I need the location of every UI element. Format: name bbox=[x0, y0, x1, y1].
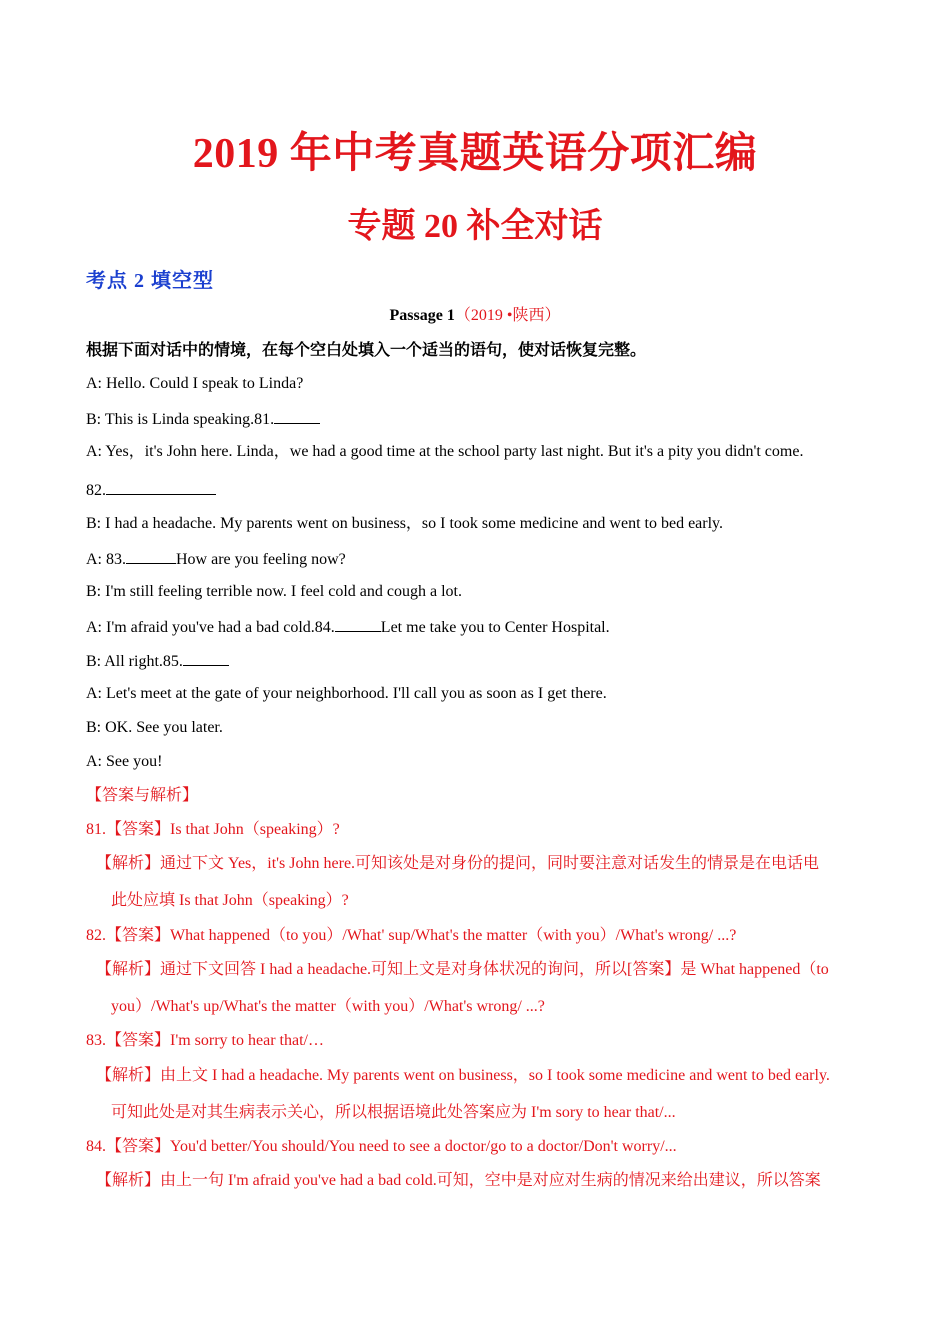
explanation-82-cont: you）/What's up/What's the matter（with you）/What's wrong/ ...? bbox=[111, 998, 545, 1015]
blank-82 bbox=[106, 479, 216, 495]
explanation-83-cont: 可知此处是对其生病表示关心，所以根据语境此处答案应为 I'm sory to hear that/... bbox=[111, 1104, 676, 1121]
dialogue-line: A: Let's meet at the gate of your neighborhood. I'll call you as soon as I get there. bbox=[86, 685, 607, 702]
dialogue-line: A: See you! bbox=[86, 753, 163, 770]
dialogue-text: How are you feeling now? bbox=[176, 551, 346, 568]
blank-84 bbox=[335, 616, 381, 632]
passage-heading bbox=[0, 306, 950, 326]
dialogue-text: 82. bbox=[86, 482, 106, 499]
dialogue-line bbox=[86, 616, 610, 638]
section-heading: 考点 2 填空型 bbox=[86, 270, 214, 292]
explanation-81-cont: 此处应填 Is that John（speaking）? bbox=[111, 892, 349, 909]
blank-81 bbox=[274, 408, 320, 424]
explanation-81: 【解析】通过下文 Yes，it's John here.可知该处是对身份的提问，同时要注意对话发生的情景是在电话电 bbox=[96, 855, 820, 872]
answer-81: 81.【答案】Is that John（speaking）? bbox=[86, 821, 340, 838]
dialogue-line bbox=[86, 479, 216, 501]
answer-82: 82.【答案】What happened（to you）/What' sup/What's the matter（with you）/What's wrong/ ...? bbox=[86, 927, 737, 944]
dialogue-line: B: OK. See you later. bbox=[86, 719, 223, 736]
explanation-82: 【解析】通过下文回答 I had a headache.可知上文是对身体状况的询问，所以[答案】是 What happened（to bbox=[96, 961, 829, 978]
passage-source: （2019 •陕西） bbox=[454, 307, 561, 324]
answers-heading: 【答案与解析】 bbox=[86, 787, 199, 804]
passage-label: Passage 1 bbox=[389, 307, 455, 324]
explanation-84: 【解析】由上一句 I'm afraid you've had a bad cold.可知，空中是对应对生病的情况来给出建议，所以答案 bbox=[96, 1172, 821, 1189]
dialogue-text: B: All right.85. bbox=[86, 653, 183, 670]
dialogue-text: A: I'm afraid you've had a bad cold.84. bbox=[86, 619, 335, 636]
dialogue-line: B: I'm still feeling terrible now. I feel cold and cough a lot. bbox=[86, 583, 462, 600]
answer-83: 83.【答案】I'm sorry to hear that/… bbox=[86, 1032, 324, 1049]
blank-83 bbox=[126, 548, 176, 564]
dialogue-line bbox=[86, 408, 320, 430]
dialogue-line: A: Yes，it's John here. Linda，we had a good time at the school party last night. But it's a pity you didn't come. bbox=[86, 443, 804, 460]
dialogue-line bbox=[86, 650, 229, 672]
dialogue-text: A: 83. bbox=[86, 551, 126, 568]
dialogue-line bbox=[86, 548, 346, 570]
dialogue-line: B: I had a headache. My parents went on business，so I took some medicine and went to bed early. bbox=[86, 515, 724, 532]
instruction-text: 根据下面对话中的情境，在每个空白处填入一个适当的语句，使对话恢复完整。 bbox=[86, 342, 647, 359]
blank-85 bbox=[183, 650, 229, 666]
explanation-83: 【解析】由上文 I had a headache. My parents went on business，so I took some medicine and went to bed early. bbox=[96, 1067, 830, 1084]
dialogue-line: A: Hello. Could I speak to Linda? bbox=[86, 375, 304, 392]
dialogue-text: B: This is Linda speaking.81. bbox=[86, 411, 275, 428]
document-subtitle: 专题 20 补全对话 bbox=[347, 208, 603, 245]
document-title: 2019 年中考真题英语分项汇编 bbox=[192, 131, 758, 177]
answer-84: 84.【答案】You'd better/You should/You need to see a doctor/go to a doctor/Don't worry/... bbox=[86, 1138, 677, 1155]
dialogue-text: Let me take you to Center Hospital. bbox=[380, 619, 610, 636]
